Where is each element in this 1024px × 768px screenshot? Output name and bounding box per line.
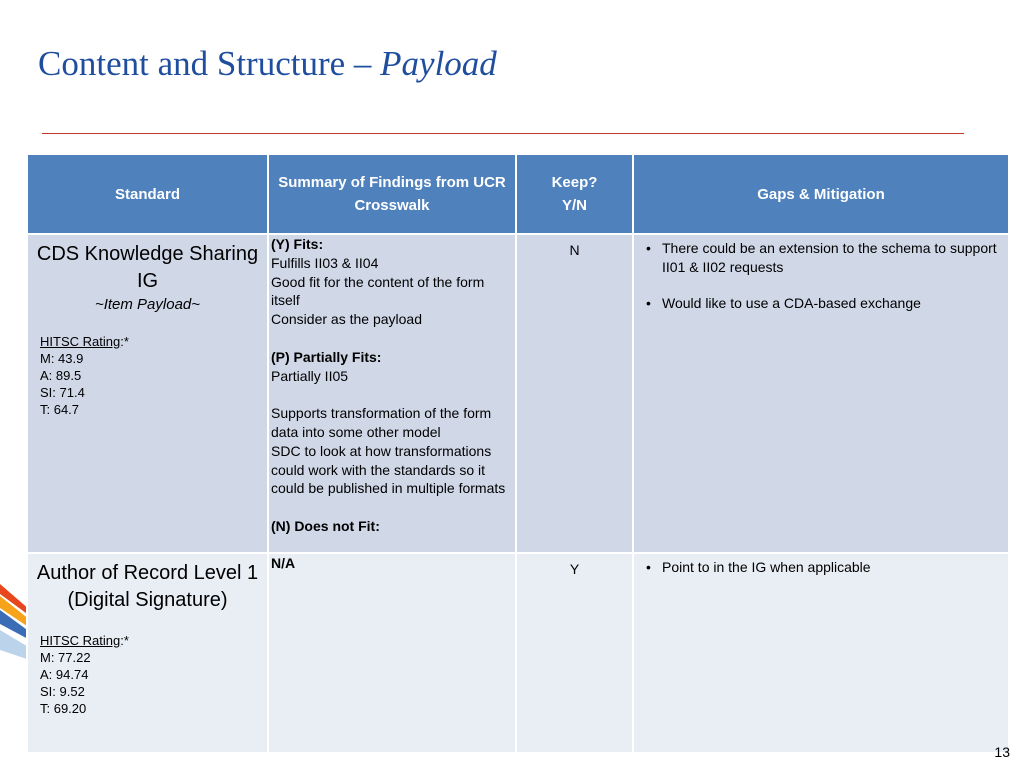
- summary-text: N/A: [271, 555, 296, 571]
- summary-cell: [268, 234, 516, 553]
- rating-label: HITSC Rating: [40, 633, 121, 648]
- gaps-cell: [633, 234, 1009, 553]
- fits-line: Fulfills II03 & II04: [271, 254, 379, 271]
- standard-name: Author of Record Level 1 (Digital Signature): [36, 562, 259, 611]
- rating-a: A: 94.74: [40, 667, 89, 682]
- keep-cell: Y: [516, 553, 633, 753]
- hitsc-rating: [32, 632, 263, 717]
- header-keep-line2: Y/N: [561, 197, 587, 214]
- gap-item: • Point to in the IG when applicable: [644, 558, 1000, 577]
- keep-cell: N: [516, 234, 633, 553]
- fits-line: Consider as the payload: [271, 311, 422, 328]
- nofit-heading: (N) Does not Fit:: [271, 517, 380, 534]
- summary-cell: [268, 553, 516, 753]
- rating-m: M: 43.9: [40, 351, 84, 366]
- header-keep-line1: Keep?: [551, 174, 598, 191]
- title-divider: [42, 133, 964, 134]
- table-header-row: [27, 154, 1009, 234]
- table-row: [27, 553, 1009, 753]
- partial-line: Partially II05: [271, 367, 349, 384]
- gaps-list: [644, 239, 1000, 312]
- header-gaps: Gaps & Mitigation: [633, 154, 1009, 234]
- gaps-list: [644, 558, 1000, 577]
- rating-si: SI: 71.4: [40, 385, 85, 400]
- standard-name: CDS Knowledge Sharing IG: [36, 243, 259, 292]
- rating-t: T: 69.20: [40, 701, 87, 716]
- fits-line: Good fit for the content of the form itself: [271, 273, 485, 309]
- page-number: 13: [994, 744, 1010, 760]
- rating-t: T: 64.7: [40, 402, 80, 417]
- partial-line: SDC to look at how transformations could work with the standards so it could be published in multiple formats: [271, 442, 506, 497]
- slide-title-main: Content and Structure –: [38, 44, 381, 83]
- fits-heading: (Y) Fits:: [271, 236, 324, 252]
- header-keep: [516, 154, 633, 234]
- rating-suffix: :*: [120, 633, 129, 648]
- rating-label: HITSC Rating: [40, 334, 121, 349]
- standard-cell: [27, 234, 268, 553]
- standards-table: [26, 153, 1010, 754]
- table-row: [27, 234, 1009, 553]
- rating-si: SI: 9.52: [40, 684, 85, 699]
- gap-item: • There could be an extension to the schema to support II01 & II02 requests: [644, 239, 1000, 277]
- standard-subtitle: ~Item Payload~: [94, 296, 201, 313]
- rating-m: M: 77.22: [40, 650, 91, 665]
- gap-item: • Would like to use a CDA-based exchange: [644, 294, 1000, 313]
- partial-line: Supports transformation of the form data into some other model: [271, 405, 492, 440]
- hitsc-rating: [32, 333, 263, 418]
- rating-suffix: :*: [120, 334, 129, 349]
- partial-heading: (P) Partially Fits:: [271, 348, 382, 365]
- slide-title: [38, 44, 497, 84]
- slide-title-italic: Payload: [380, 44, 497, 83]
- gaps-cell: [633, 553, 1009, 753]
- header-standard: Standard: [27, 154, 268, 234]
- header-summary: Summary of Findings from UCR Crosswalk: [268, 154, 516, 234]
- standard-cell: [27, 553, 268, 753]
- rating-a: A: 89.5: [40, 368, 82, 383]
